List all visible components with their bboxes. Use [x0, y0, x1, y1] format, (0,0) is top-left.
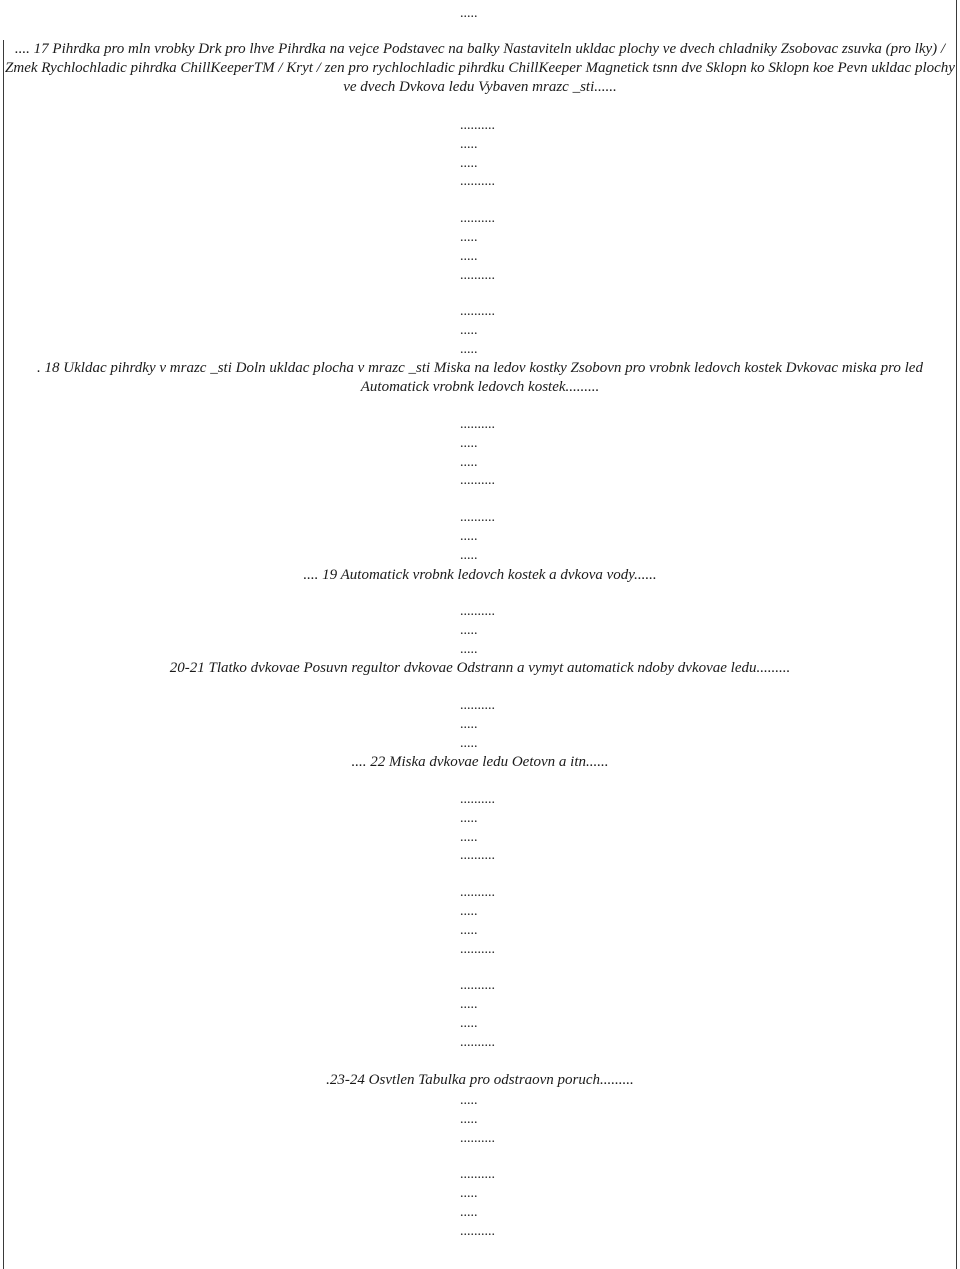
leader-dots: .....	[460, 1015, 478, 1031]
leader-dots: .....	[460, 1186, 478, 1202]
leader-dots-group-6	[0, 1092, 960, 1242]
leader-dots: .....	[460, 1204, 478, 1220]
leader-dots: ..........	[460, 417, 495, 432]
toc-entry-17	[0, 40, 960, 97]
leader-dots: .....	[460, 810, 478, 826]
leader-dots-group-4	[0, 697, 960, 753]
leader-dots: .....	[460, 1093, 478, 1108]
leader-dots: .....	[460, 735, 478, 751]
leader-dots: .....	[460, 622, 478, 638]
toc-entry-18-line-2: Automatick vrobnk ledovch kostek.........	[360, 379, 600, 395]
leader-dots: .....	[460, 229, 478, 245]
leader-dots: ..........	[460, 473, 495, 489]
leader-dots: ..........	[460, 174, 495, 190]
toc-entry-17-line-3: ve dvech Dvkova ledu Vybaven mrazc _sti......	[343, 79, 617, 95]
toc-entry-20-21: 20-21 Tlatko dvkovae Posuvn regultor dvkovae Odstrann a vymyt automatick ndoby dvkovae ledu.........	[169, 660, 791, 676]
leader-dots: ..........	[460, 1130, 495, 1146]
leader-dots: ..........	[460, 510, 495, 526]
leader-dots: .....	[460, 528, 478, 544]
leader-dots-group-1	[0, 117, 960, 360]
leader-dots-group-5	[0, 791, 960, 1053]
toc-entry-17-line-1: .... 17 Pihrdka pro mln vrobky Drk pro lhve Pihrdka na vejce Podstavec na balky Nastaviteln ukldac plochy ve dvech chladniky Zsobovac zsuvka (pro lky) /	[14, 41, 946, 57]
leader-dots: ..........	[460, 267, 495, 283]
leader-dots: ..........	[460, 211, 495, 227]
leader-dots: ..........	[460, 304, 495, 320]
toc-entry-23-24: .23-24 Osvtlen Tabulka pro odstraovn poruch.........	[326, 1072, 634, 1088]
leader-dots: ..........	[460, 792, 495, 807]
leader-dots: ..........	[460, 698, 495, 713]
leader-dots: .....	[460, 716, 478, 732]
toc-entry-18	[0, 359, 960, 397]
toc-entry-22: .... 22 Miska dvkovae ledu Oetovn a itn......	[351, 754, 609, 770]
leader-dots: .....	[460, 903, 478, 919]
leader-dots: .....	[460, 323, 478, 339]
leader-dots: .....	[460, 248, 478, 264]
leader-dots: ..........	[460, 1034, 495, 1050]
leader-dots: ..........	[460, 118, 495, 133]
leader-dots: ..........	[460, 885, 495, 901]
leader-dots: ..........	[460, 1167, 495, 1183]
leader-dots: .....	[460, 435, 478, 451]
leader-dots: ..........	[460, 978, 495, 994]
leader-dots-top	[0, 5, 960, 24]
leader-dots: .....	[460, 997, 478, 1013]
leader-dots: ..........	[460, 1223, 495, 1239]
toc-entry-17-line-2: Zmek Rychlochladic pihrdka ChillKeeperTM / Kryt / zen pro rychlochladic pihrdku ChillKeeper Magnetick tsnn dve Sklopn ko Sklopn koe Pevn ukldac plochy	[5, 60, 955, 76]
leader-dots: .....	[460, 829, 478, 845]
leader-dots: .....	[460, 136, 478, 152]
leader-dots: .....	[460, 547, 478, 563]
leader-dots: .....	[460, 6, 478, 21]
leader-dots-group-2	[0, 416, 960, 566]
leader-dots: .....	[460, 641, 478, 657]
leader-dots: .....	[460, 454, 478, 470]
toc-entry-18-line-1: . 18 Ukldac pihrdky v mrazc _sti Doln ukldac plocha v mrazc _sti Miska na ledov kostky Zsobovn pro vrobnk ledovch kostek Dvkovac miska pro led	[37, 360, 923, 376]
leader-dots: ..........	[460, 941, 495, 957]
leader-dots: .....	[460, 155, 478, 171]
toc-entry-19: .... 19 Automatick vrobnk ledovch kostek a dvkova vody......	[303, 567, 657, 583]
leader-dots: ..........	[460, 848, 495, 864]
leader-dots: .....	[460, 1111, 478, 1127]
leader-dots: .....	[460, 922, 478, 938]
leader-dots: .....	[460, 341, 478, 357]
leader-dots-group-3	[0, 603, 960, 659]
leader-dots: ..........	[460, 604, 495, 619]
